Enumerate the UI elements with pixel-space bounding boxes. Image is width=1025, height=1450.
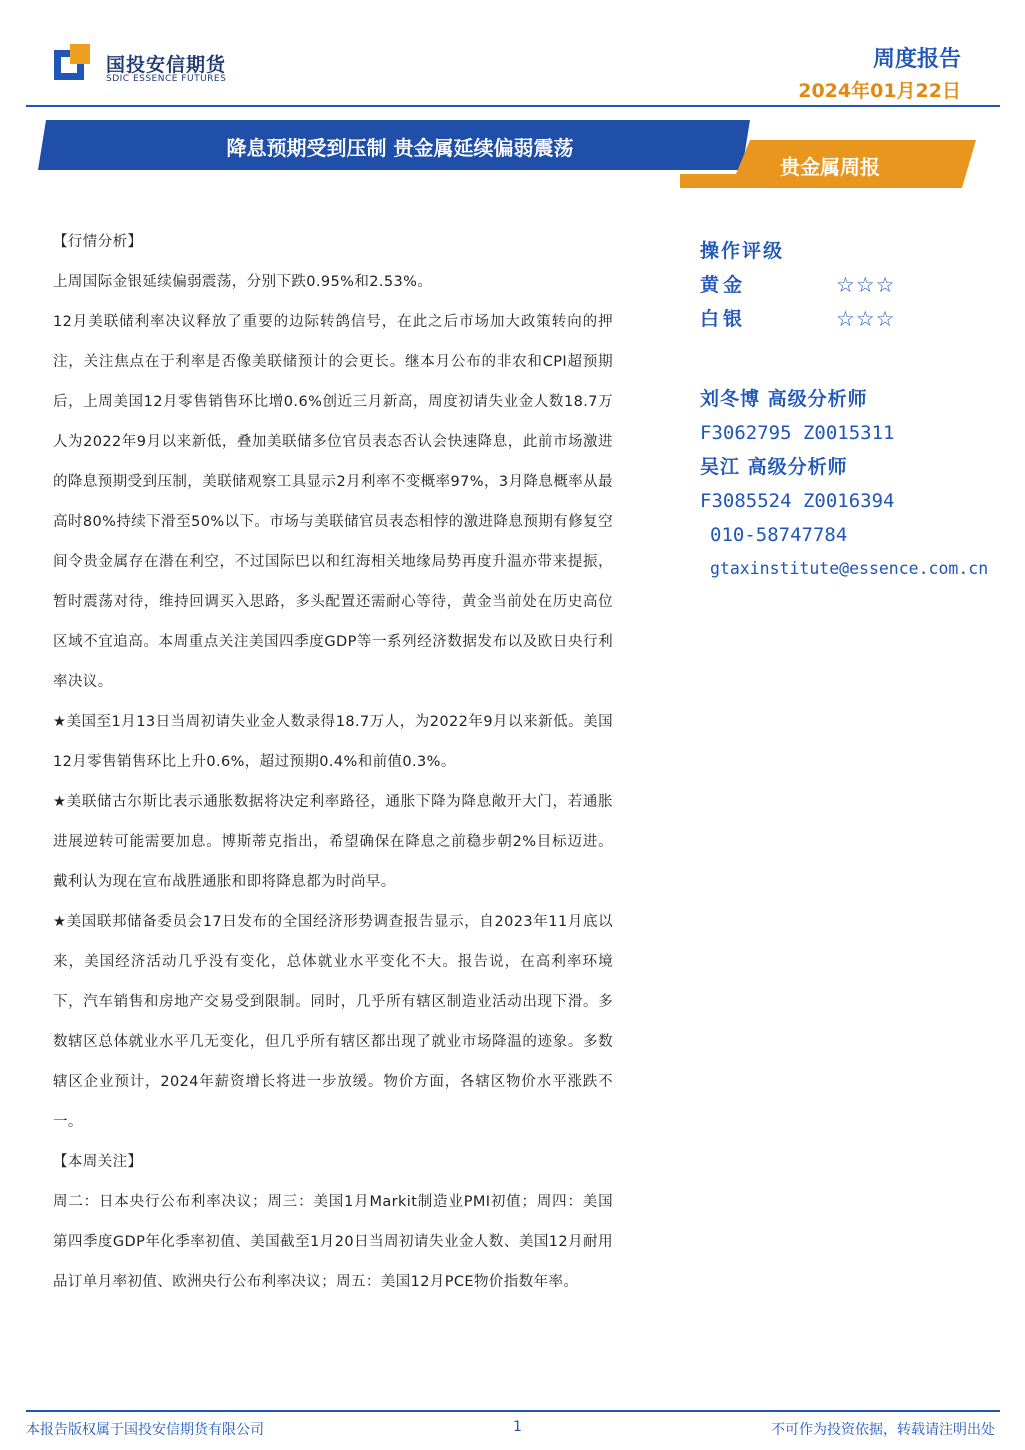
- paragraph: ★美联储古尔斯比表示通胀数据将决定利率路径，通胀下降为降息敞开大门，若通胀进展逆转可能需要加息。博斯蒂克指出，希望确保在降息之前稳步朝2%目标迈进。戴利认为现在宣布战胜通胀和即将降息都为时尚早。: [53, 794, 613, 890]
- paragraph: 12月美联储利率决议释放了重要的边际转鸽信号，在此之后市场加大政策转向的押注，关注焦点在于利率是否像美联储预计的会更长。继本月公布的非农和CPI超预期后，上周美国12月零售销售环比增0.6%创近三月新高，周度初请失业金人数18.7万人为2022年9月以来新低，叠加美联储多位官员表态否认会快速降息，此前市场激进的降息预期受到压制，美联储观察工具显示2月利率不变概率97%，3月降息概率从最高时80%持续下滑至50%以下。市场与美联储官员表态相悖的激进降息预期有修复空间令贵金属存在潜在利空，不过国际巴以和红海相关地缘局势再度升温亦带来提振，暂时震荡对待，维持回调买入思路，多头配置还需耐心等待，黄金当前处在历史高位区域不宜追高。本周重点关注美国四季度GDP等一系列经济数据发布以及欧日央行利率决议。: [53, 314, 613, 690]
- paragraph: ★美国联邦储备委员会17日发布的全国经济形势调查报告显示，自2023年11月底以来，美国经济活动几乎没有变化，总体就业水平变化不大。报告说，在高利率环境下，汽车销售和房地产交易受到限制。同时，几乎所有辖区制造业活动出现下滑。多数辖区总体就业水平几无变化，但几乎所有辖区都出现了就业市场降温的迹象。多数辖区企业预计，2024年薪资增长将进一步放缓。物价方面，各辖区物价水平涨跌不一。: [53, 914, 613, 1130]
- contact-email[interactable]: gtaxinstitute@essence.com.cn: [710, 559, 989, 578]
- company-logo-icon: [54, 44, 98, 84]
- paragraph: ★美国至1月13日当周初请失业金人数录得18.7万人，为2022年9月以来新低。美国12月零售销售环比上升0.6%，超过预期0.4%和前值0.3%。: [53, 714, 613, 770]
- page-number: 1: [513, 1419, 522, 1435]
- report-title: 降息预期受到压制 贵金属延续偏弱震荡: [226, 136, 574, 160]
- contact-phone: 010-58747784: [710, 524, 848, 546]
- footer-disclaimer: 不可作为投资依据，转载请注明出处: [771, 1422, 995, 1438]
- analyst-name: 吴江 高级分析师: [700, 456, 848, 478]
- star-rating-icon: ☆☆☆: [836, 273, 896, 297]
- analyst-code: F3085524 Z0016394: [700, 490, 895, 512]
- rating-row-silver: [700, 304, 1020, 338]
- section-heading-analysis: 【行情分析】: [53, 234, 143, 250]
- main-content: [53, 222, 613, 1302]
- analyst-panel: [700, 384, 1022, 588]
- footer-divider: [26, 1410, 1000, 1412]
- category-tag: 贵金属周报: [780, 155, 880, 179]
- star-rating-icon: ☆☆☆: [836, 307, 896, 331]
- rating-row-gold: [700, 270, 1020, 304]
- company-name-cn: 国投安信期货: [106, 54, 227, 76]
- section-heading-focus: 【本周关注】: [53, 1154, 143, 1170]
- report-date: 2024年01月22日: [798, 80, 961, 102]
- header-divider: [26, 105, 1000, 107]
- weekly-focus: 周二：日本央行公布利率决议；周三：美国1月Markit制造业PMI初值；周四：美国第四季度GDP年化季率初值、美国截至1月20日当周初请失业金人数、美国12月耐用品订单月率初值、欧洲央行公布利率决议；周五：美国12月PCE物价指数年率。: [53, 1194, 613, 1290]
- report-type: 周度报告: [872, 47, 961, 72]
- rating-name: 白银: [700, 308, 747, 330]
- footer-copyright: 本报告版权属于国投安信期货有限公司: [26, 1422, 264, 1438]
- analyst-code: F3062795 Z0015311: [700, 422, 895, 444]
- paragraph: 上周国际金银延续偏弱震荡，分别下跌0.95%和2.53%。: [53, 274, 433, 290]
- analyst-name: 刘冬博 高级分析师: [700, 388, 868, 410]
- rating-panel: [700, 236, 1020, 338]
- rating-title: 操作评级: [700, 240, 785, 262]
- company-name-en: SDIC ESSENCE FUTURES: [106, 74, 227, 84]
- rating-name: 黄金: [700, 274, 747, 296]
